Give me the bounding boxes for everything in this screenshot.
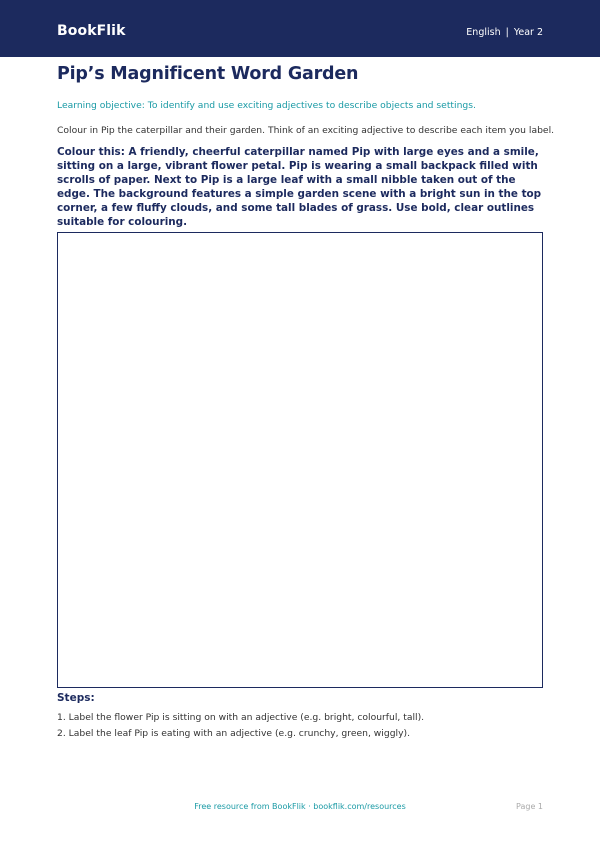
page-title: Pip’s Magnificent Word Garden	[57, 64, 359, 84]
steps-list	[57, 712, 543, 744]
instruction-text: Colour in Pip the caterpillar and their garden. Think of an exciting adjective to describe each item you label.	[57, 125, 555, 136]
subject-year-label	[466, 27, 543, 38]
step-item: 1. Label the flower Pip is sitting on with an adjective (e.g. bright, colourful, tall).	[57, 712, 425, 723]
brand-logo: BookFlik	[57, 23, 126, 39]
meta-separator: |	[505, 27, 509, 38]
step-item: 2. Label the leaf Pip is eating with an adjective (e.g. crunchy, green, wiggly).	[57, 728, 411, 739]
year-label: Year 2	[513, 27, 543, 38]
subject-label: English	[466, 27, 501, 38]
learning-objective: Learning objective: To identify and use exciting adjectives to describe objects and settings.	[57, 100, 476, 111]
colouring-brief: Colour this: A friendly, cheerful caterpillar named Pip with large eyes and a smile, sitting on a large, vibrant flower petal. Pip is wearing a small backpack filled with scrolls of paper. Next to Pip is a large leaf with a small nibble taken out of the edge. The background features a simple garden scene with a bright sun in the top corner, a few fluffy clouds, and some tall blades of grass. Use bold, clear outlines suitable for colouring.	[57, 146, 542, 228]
steps-heading: Steps:	[57, 692, 95, 704]
footer-credit-link[interactable]: Free resource from BookFlik · bookflik.com/resources	[194, 802, 406, 811]
page-number: Page 1	[516, 802, 543, 811]
colouring-area	[57, 232, 543, 688]
header-bar	[0, 0, 600, 57]
